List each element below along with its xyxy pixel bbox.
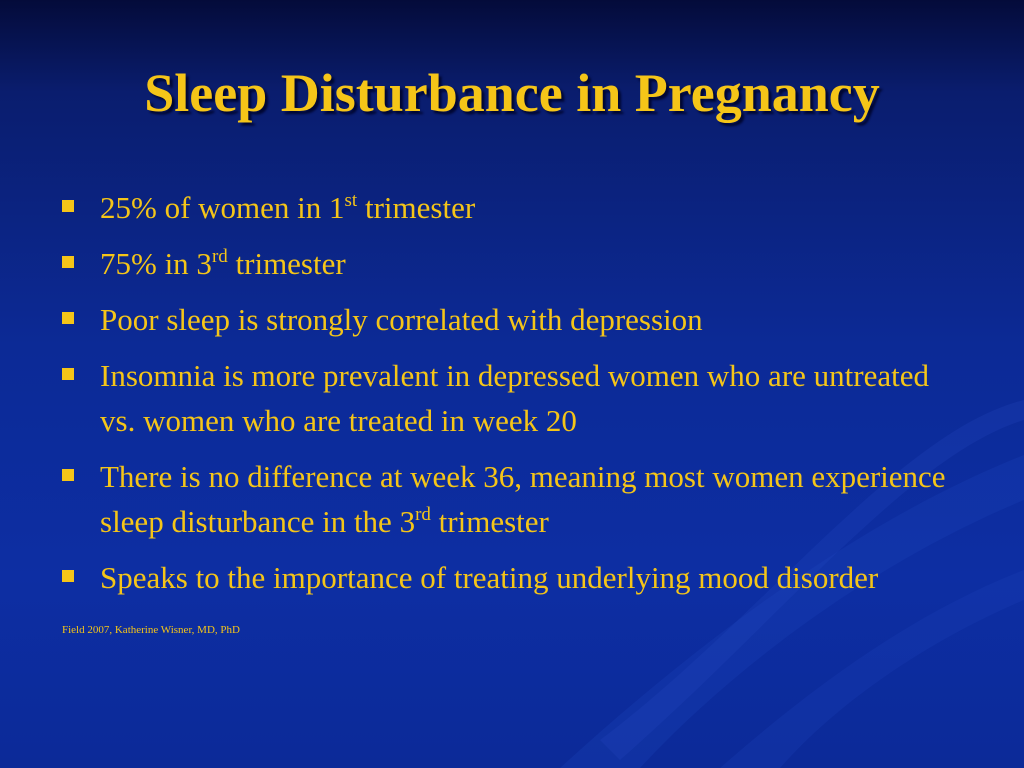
bullet-item bbox=[62, 353, 972, 443]
square-bullet-icon bbox=[62, 200, 74, 212]
bullet-item bbox=[62, 555, 972, 600]
citation: Field 2007, Katherine Wisner, MD, PhD bbox=[62, 624, 240, 636]
square-bullet-icon bbox=[62, 312, 74, 324]
bullet-item bbox=[62, 297, 972, 342]
bullet-text: Poor sleep is strongly correlated with depression bbox=[100, 302, 703, 337]
bullet-text: Speaks to the importance of treating underlying mood disorder bbox=[100, 560, 879, 595]
bullet-item bbox=[62, 185, 972, 230]
square-bullet-icon bbox=[62, 469, 74, 481]
bullet-item bbox=[62, 241, 972, 286]
bullet-text: 25% of women in 1st trimester bbox=[100, 190, 476, 225]
slide-title: Sleep Disturbance in Pregnancy bbox=[144, 63, 880, 123]
square-bullet-icon bbox=[62, 570, 74, 582]
bullet-item bbox=[62, 454, 972, 544]
bullet-text: Insomnia is more prevalent in depressed women who are untreated vs. women who are treated in week 20 bbox=[100, 358, 929, 438]
bullet-text: There is no difference at week 36, meaning most women experience sleep disturbance in the 3rd trimester bbox=[100, 459, 946, 539]
square-bullet-icon bbox=[62, 368, 74, 380]
square-bullet-icon bbox=[62, 256, 74, 268]
bullet-list bbox=[62, 185, 972, 611]
bullet-text: 75% in 3rd trimester bbox=[100, 246, 346, 281]
